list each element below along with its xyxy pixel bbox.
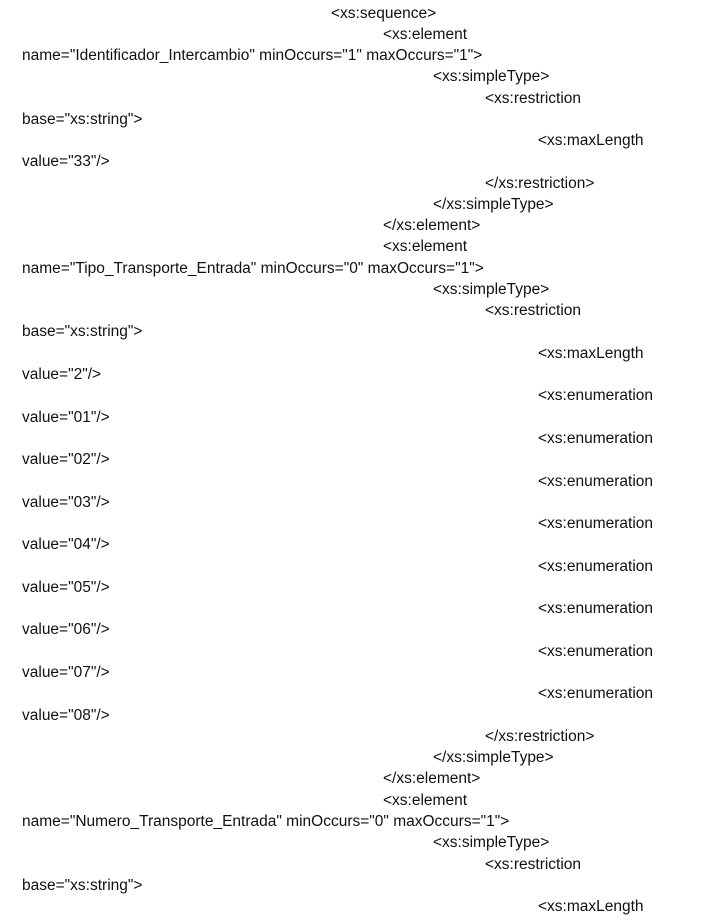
code-line: <xs:enumeration	[538, 387, 654, 404]
code-line: base="xs:string">	[22, 111, 143, 128]
code-line: <xs:element	[383, 26, 468, 43]
code-line: </xs:restriction>	[485, 175, 595, 192]
code-line: <xs:simpleType>	[433, 68, 550, 85]
code-line: value="05"/>	[22, 579, 110, 596]
code-line: <xs:enumeration	[538, 685, 654, 702]
code-line: <xs:maxLength	[538, 345, 644, 362]
code-line: value="01"/>	[22, 409, 110, 426]
code-line: value="07"/>	[22, 664, 110, 681]
code-line: base="xs:string">	[22, 877, 143, 894]
code-line: <xs:enumeration	[538, 473, 654, 490]
code-line: <xs:enumeration	[538, 600, 654, 617]
code-line: <xs:restriction	[485, 856, 582, 873]
code-line: <xs:enumeration	[538, 430, 654, 447]
code-line: <xs:element	[383, 238, 468, 255]
code-line: <xs:maxLength	[538, 898, 644, 915]
code-line: <xs:enumeration	[538, 558, 654, 575]
code-line: name="Identificador_Intercambio" minOccurs="1" maxOccurs="1">	[22, 47, 483, 64]
code-line: </xs:element>	[383, 770, 481, 787]
code-line: </xs:element>	[383, 217, 481, 234]
code-line: value="02"/>	[22, 451, 110, 468]
code-line: <xs:restriction	[485, 302, 582, 319]
code-line: value="08"/>	[22, 707, 110, 724]
code-line: </xs:simpleType>	[433, 749, 554, 766]
code-line: <xs:simpleType>	[433, 834, 550, 851]
code-line: value="04"/>	[22, 536, 110, 553]
code-line: <xs:enumeration	[538, 515, 654, 532]
code-line: <xs:restriction	[485, 90, 582, 107]
code-line: value="33"/>	[22, 153, 110, 170]
code-line: <xs:sequence>	[331, 5, 437, 22]
code-line: <xs:simpleType>	[433, 281, 550, 298]
code-line: base="xs:string">	[22, 323, 143, 340]
code-line: name="Numero_Transporte_Entrada" minOccurs="0" maxOccurs="1">	[22, 813, 510, 830]
code-line: <xs:element	[383, 792, 468, 809]
code-line: value="2"/>	[22, 366, 102, 383]
code-line: </xs:simpleType>	[433, 196, 554, 213]
code-line: value="03"/>	[22, 494, 110, 511]
code-line: <xs:maxLength	[538, 132, 644, 149]
code-line: value="06"/>	[22, 621, 110, 638]
code-line: name="Tipo_Transporte_Entrada" minOccurs="0" maxOccurs="1">	[22, 260, 484, 277]
code-line: </xs:restriction>	[485, 728, 595, 745]
code-line: <xs:enumeration	[538, 643, 654, 660]
